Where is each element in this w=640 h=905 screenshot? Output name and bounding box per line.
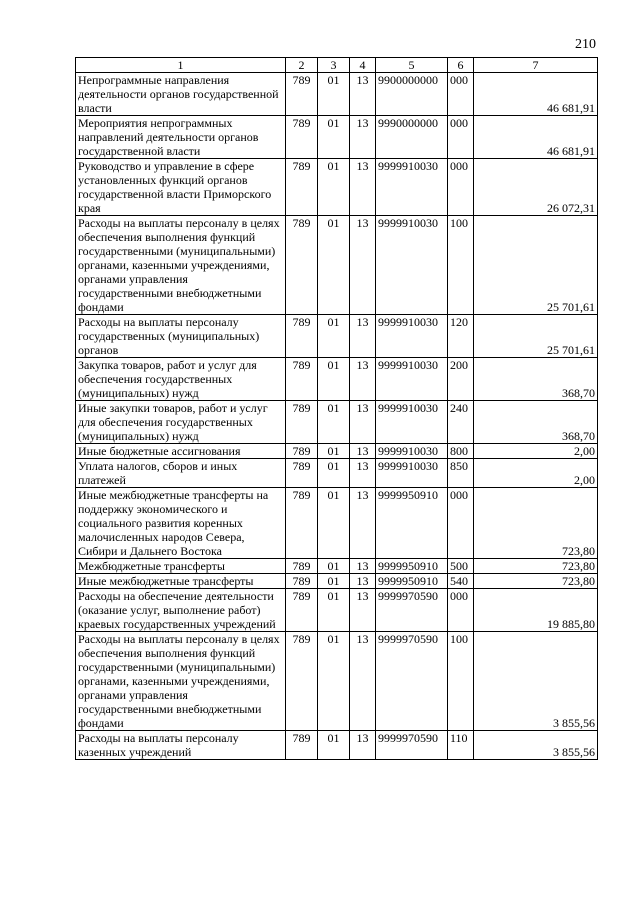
- row-target-item-cell: 9999950910: [376, 559, 448, 574]
- table-row: [76, 459, 598, 488]
- row-expense-type-cell: 100: [448, 632, 474, 731]
- row-section-cell: 01: [318, 574, 350, 589]
- row-admin-code-cell: 789: [286, 358, 318, 401]
- row-name-cell: Иные межбюджетные трансферты на поддержку экономического и социального развития коренных малочисленных народов Севера, Сибири и Дальнего Востока: [76, 488, 286, 559]
- row-name-cell: Закупка товаров, работ и услуг для обеспечения государственных (муниципальных) нужд: [76, 358, 286, 401]
- table-row: [76, 488, 598, 559]
- budget-table: [75, 57, 598, 760]
- table-row: [76, 559, 598, 574]
- row-amount-cell: 2,00: [474, 459, 598, 488]
- row-amount-cell: 19 885,80: [474, 589, 598, 632]
- row-subsection-cell: 13: [350, 358, 376, 401]
- row-admin-code-cell: 789: [286, 488, 318, 559]
- row-amount-cell: 25 701,61: [474, 216, 598, 315]
- row-target-item-cell: 9999910030: [376, 315, 448, 358]
- row-amount-cell: 368,70: [474, 358, 598, 401]
- row-expense-type-cell: 120: [448, 315, 474, 358]
- row-admin-code-cell: 789: [286, 632, 318, 731]
- column-header-1: 1: [76, 58, 286, 73]
- row-target-item-cell: 9999970590: [376, 589, 448, 632]
- row-section-cell: 01: [318, 159, 350, 216]
- page-number: 210: [575, 37, 596, 52]
- row-name-cell: Уплата налогов, сборов и иных платежей: [76, 459, 286, 488]
- row-amount-cell: 26 072,31: [474, 159, 598, 216]
- row-section-cell: 01: [318, 216, 350, 315]
- row-subsection-cell: 13: [350, 488, 376, 559]
- row-expense-type-cell: 500: [448, 559, 474, 574]
- row-expense-type-cell: 240: [448, 401, 474, 444]
- row-target-item-cell: 9999970590: [376, 632, 448, 731]
- row-subsection-cell: 13: [350, 216, 376, 315]
- row-name-cell: Расходы на обеспечение деятельности (оказание услуг, выполнение работ) краевых государственных учреждений: [76, 589, 286, 632]
- row-name-cell: Иные бюджетные ассигнования: [76, 444, 286, 459]
- table-row: [76, 401, 598, 444]
- row-section-cell: 01: [318, 358, 350, 401]
- row-section-cell: 01: [318, 632, 350, 731]
- row-admin-code-cell: 789: [286, 444, 318, 459]
- column-header-6: 6: [448, 58, 474, 73]
- row-subsection-cell: 13: [350, 559, 376, 574]
- row-expense-type-cell: 000: [448, 116, 474, 159]
- row-target-item-cell: 9999950910: [376, 574, 448, 589]
- row-section-cell: 01: [318, 488, 350, 559]
- row-target-item-cell: 9999910030: [376, 358, 448, 401]
- row-expense-type-cell: 000: [448, 589, 474, 632]
- row-amount-cell: 368,70: [474, 401, 598, 444]
- row-expense-type-cell: 110: [448, 731, 474, 760]
- row-admin-code-cell: 789: [286, 731, 318, 760]
- row-section-cell: 01: [318, 589, 350, 632]
- row-target-item-cell: 9999910030: [376, 459, 448, 488]
- row-expense-type-cell: 540: [448, 574, 474, 589]
- row-expense-type-cell: 850: [448, 459, 474, 488]
- column-header-3: 3: [318, 58, 350, 73]
- row-name-cell: Руководство и управление в сфере установленных функций органов государственной власти Приморского края: [76, 159, 286, 216]
- row-section-cell: 01: [318, 401, 350, 444]
- row-amount-cell: 3 855,56: [474, 731, 598, 760]
- row-expense-type-cell: 100: [448, 216, 474, 315]
- row-name-cell: Межбюджетные трансферты: [76, 559, 286, 574]
- table-body: [76, 73, 598, 760]
- row-expense-type-cell: 800: [448, 444, 474, 459]
- row-admin-code-cell: 789: [286, 73, 318, 116]
- row-subsection-cell: 13: [350, 401, 376, 444]
- row-subsection-cell: 13: [350, 315, 376, 358]
- row-target-item-cell: 9999910030: [376, 401, 448, 444]
- row-admin-code-cell: 789: [286, 559, 318, 574]
- row-admin-code-cell: 789: [286, 401, 318, 444]
- column-header-2: 2: [286, 58, 318, 73]
- row-amount-cell: 3 855,56: [474, 632, 598, 731]
- row-expense-type-cell: 200: [448, 358, 474, 401]
- table-row: [76, 116, 598, 159]
- row-subsection-cell: 13: [350, 159, 376, 216]
- row-amount-cell: 723,80: [474, 488, 598, 559]
- table-row: [76, 589, 598, 632]
- row-subsection-cell: 13: [350, 444, 376, 459]
- row-name-cell: Иные межбюджетные трансферты: [76, 574, 286, 589]
- row-subsection-cell: 13: [350, 589, 376, 632]
- row-name-cell: Мероприятия непрограммных направлений деятельности органов государственной власти: [76, 116, 286, 159]
- row-amount-cell: 723,80: [474, 574, 598, 589]
- row-admin-code-cell: 789: [286, 216, 318, 315]
- row-amount-cell: 2,00: [474, 444, 598, 459]
- row-section-cell: 01: [318, 444, 350, 459]
- row-admin-code-cell: 789: [286, 589, 318, 632]
- row-amount-cell: 723,80: [474, 559, 598, 574]
- row-expense-type-cell: 000: [448, 73, 474, 116]
- row-target-item-cell: 9999910030: [376, 444, 448, 459]
- row-subsection-cell: 13: [350, 632, 376, 731]
- table-row: [76, 574, 598, 589]
- row-admin-code-cell: 789: [286, 116, 318, 159]
- table-header: [76, 58, 598, 73]
- row-name-cell: Иные закупки товаров, работ и услуг для обеспечения государственных (муниципальных) нужд: [76, 401, 286, 444]
- row-subsection-cell: 13: [350, 116, 376, 159]
- row-amount-cell: 25 701,61: [474, 315, 598, 358]
- row-target-item-cell: 9999910030: [376, 216, 448, 315]
- row-admin-code-cell: 789: [286, 459, 318, 488]
- row-admin-code-cell: 789: [286, 574, 318, 589]
- row-name-cell: Расходы на выплаты персоналу в целях обеспечения выполнения функций государственными (муниципальными) органами, казенными учреждениями, органами управления государственными внебюджетными фондами: [76, 216, 286, 315]
- row-section-cell: 01: [318, 73, 350, 116]
- row-subsection-cell: 13: [350, 574, 376, 589]
- table-row: [76, 444, 598, 459]
- row-target-item-cell: 9999910030: [376, 159, 448, 216]
- row-amount-cell: 46 681,91: [474, 73, 598, 116]
- row-name-cell: Расходы на выплаты персоналу государственных (муниципальных) органов: [76, 315, 286, 358]
- row-section-cell: 01: [318, 731, 350, 760]
- column-header-7: 7: [474, 58, 598, 73]
- row-target-item-cell: 9990000000: [376, 116, 448, 159]
- table-row: [76, 216, 598, 315]
- row-subsection-cell: 13: [350, 731, 376, 760]
- row-name-cell: Расходы на выплаты персоналу в целях обеспечения выполнения функций государственными (муниципальными) органами, казенными учреждениями, органами управления государственными внебюджетными фондами: [76, 632, 286, 731]
- row-subsection-cell: 13: [350, 73, 376, 116]
- row-target-item-cell: 9999950910: [376, 488, 448, 559]
- table-row: [76, 632, 598, 731]
- row-section-cell: 01: [318, 116, 350, 159]
- row-section-cell: 01: [318, 459, 350, 488]
- row-name-cell: Расходы на выплаты персоналу казенных учреждений: [76, 731, 286, 760]
- table-row: [76, 73, 598, 116]
- row-expense-type-cell: 000: [448, 488, 474, 559]
- row-section-cell: 01: [318, 559, 350, 574]
- row-admin-code-cell: 789: [286, 315, 318, 358]
- row-subsection-cell: 13: [350, 459, 376, 488]
- row-target-item-cell: 9999970590: [376, 731, 448, 760]
- row-expense-type-cell: 000: [448, 159, 474, 216]
- table-row: [76, 159, 598, 216]
- row-section-cell: 01: [318, 315, 350, 358]
- row-amount-cell: 46 681,91: [474, 116, 598, 159]
- header-row: [76, 58, 598, 73]
- column-header-5: 5: [376, 58, 448, 73]
- row-target-item-cell: 9900000000: [376, 73, 448, 116]
- table-row: [76, 315, 598, 358]
- table-row: [76, 731, 598, 760]
- row-name-cell: Непрограммные направления деятельности органов государственной власти: [76, 73, 286, 116]
- column-header-4: 4: [350, 58, 376, 73]
- table-row: [76, 358, 598, 401]
- row-admin-code-cell: 789: [286, 159, 318, 216]
